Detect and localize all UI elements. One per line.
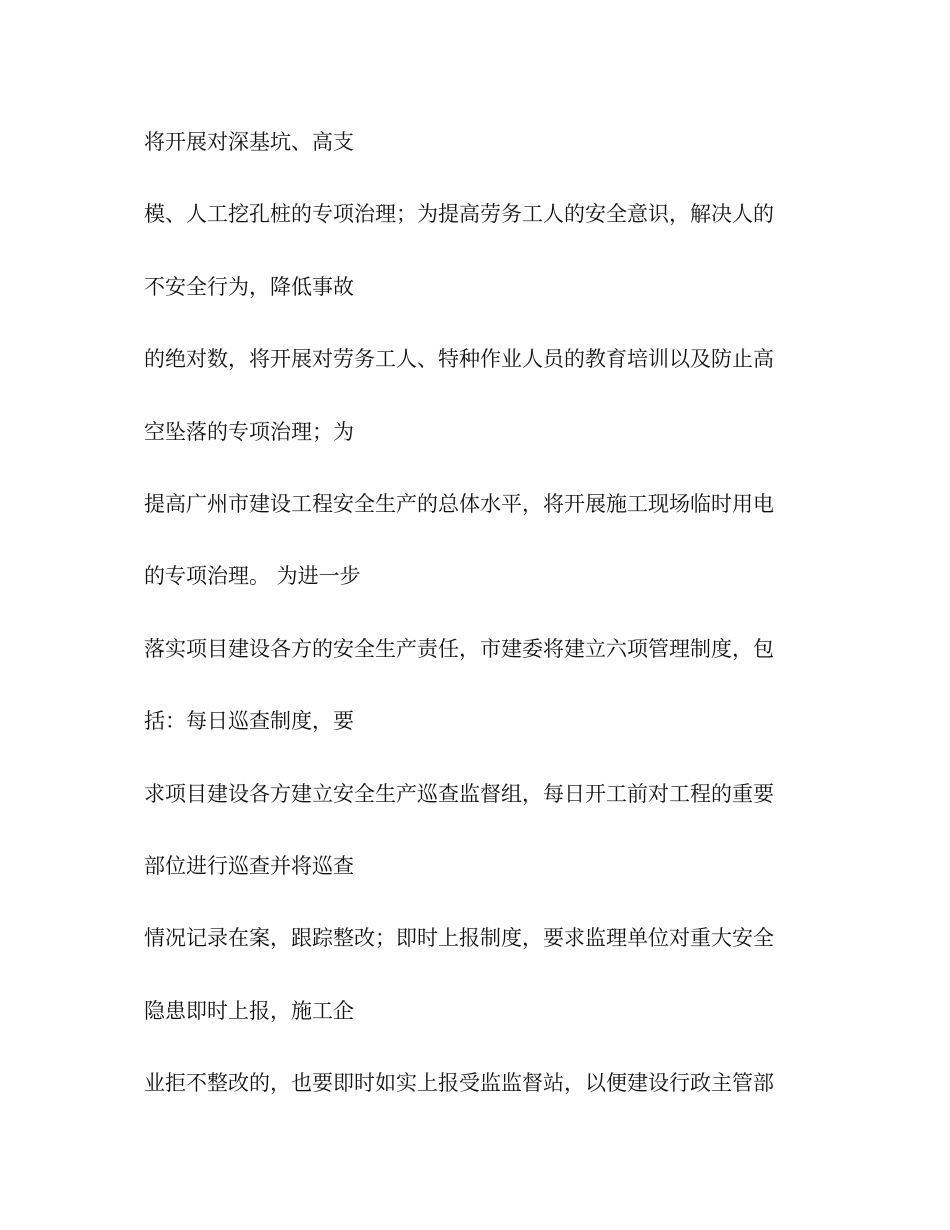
text-line: 将开展对深基坑、高支 <box>144 130 354 154</box>
text-line: 括：每日巡查制度，要 <box>144 709 354 734</box>
text-line: 业拒不整改的，也要即时如实上报受监监督站，以便建设行政主管部 <box>144 1071 774 1096</box>
text-line: 不安全行为，降低事故 <box>144 274 354 299</box>
text-line: 提高广州市建设工程安全生产的总体水平，将开展施工现场临时用电 <box>144 491 774 516</box>
body-text <box>144 124 824 1137</box>
text-line: 的专项治理。 为进一步 <box>144 564 361 589</box>
text-line: 隐患即时上报，施工企 <box>144 998 354 1023</box>
text-line: 模、人工挖孔桩的专项治理；为提高劳务工人的安全意识，解决人的 <box>144 202 774 227</box>
text-line: 求项目建设各方建立安全生产巡查监督组，每日开工前对工程的重要 <box>144 781 774 806</box>
text-line: 情况记录在案，跟踪整改；即时上报制度，要求监理单位对重大安全 <box>144 926 774 951</box>
text-line: 空坠落的专项治理；为 <box>144 419 354 444</box>
text-line: 落实项目建设各方的安全生产责任，市建委将建立六项管理制度，包 <box>144 636 774 661</box>
text-line: 部位进行巡查并将巡查 <box>144 853 354 878</box>
text-line: 的绝对数，将开展对劳务工人、特种作业人员的教育培训以及防止高 <box>144 347 774 372</box>
